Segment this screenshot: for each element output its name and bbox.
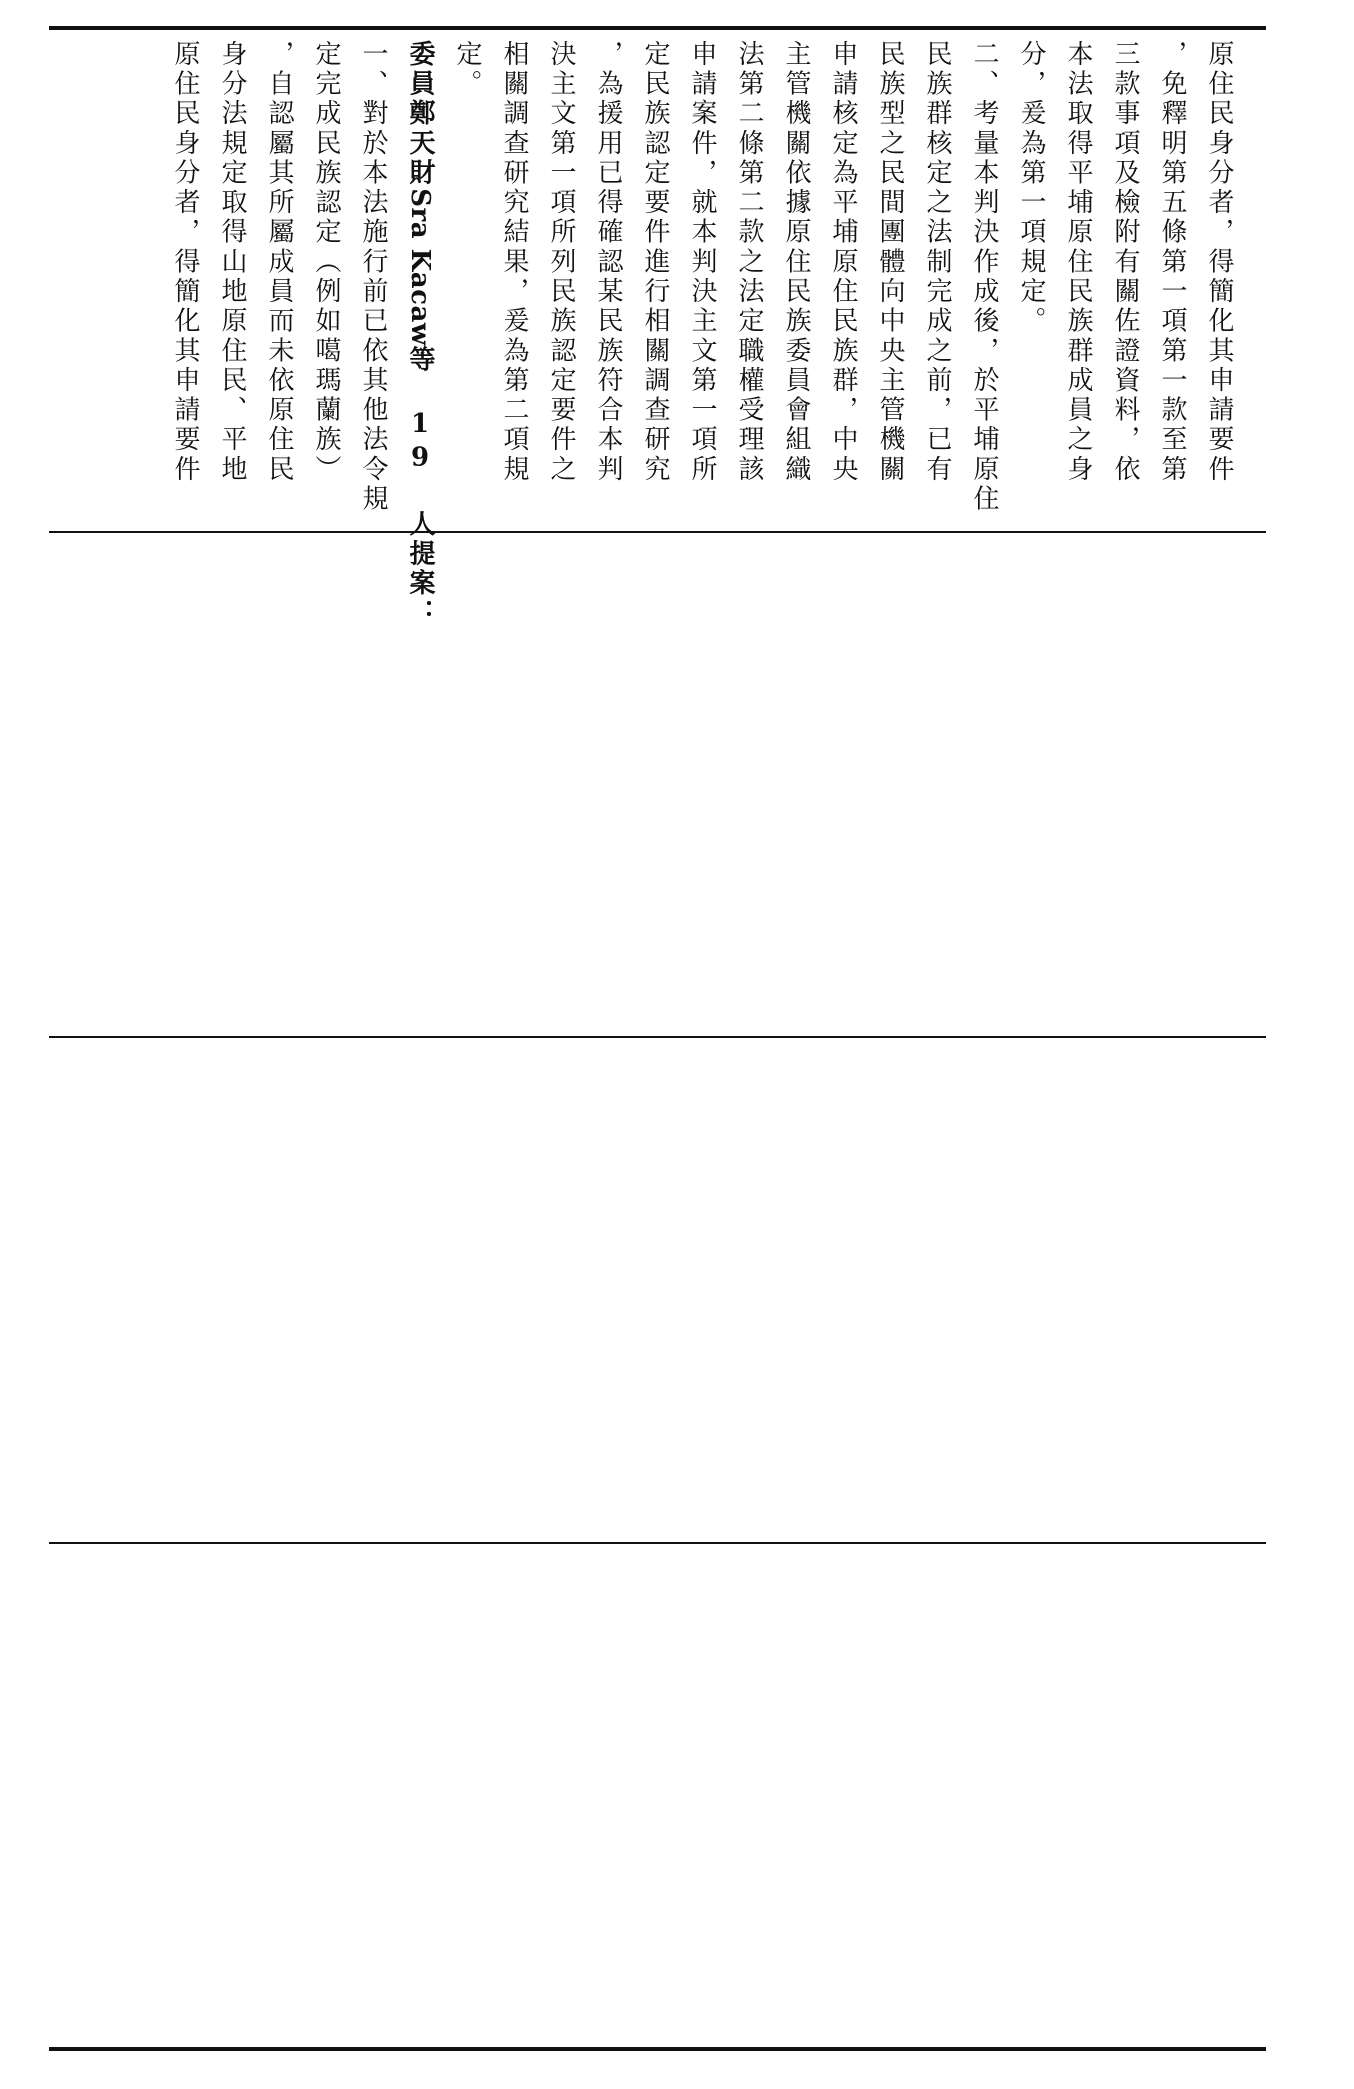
- row-divider-2: [49, 1036, 1266, 1038]
- text-column: ，自認屬其所屬成員而未依原住民: [264, 40, 294, 485]
- text-column: 原住民身分者，得簡化其申請要件: [1204, 40, 1234, 485]
- text-column: 民族型之民間團體向中央主管機關: [875, 40, 905, 485]
- text-column: 申請案件，就本判決主文第一項所: [687, 40, 717, 485]
- text-column: ，為援用已得確認某民族符合本判: [593, 40, 623, 485]
- text-column: ，免釋明第五條第一項第一款至第: [1157, 40, 1187, 485]
- proposal-heading-name: 委員鄭天財: [405, 40, 435, 189]
- text-column: 申請核定為平埔原住民族群，中央: [828, 40, 858, 485]
- text-column: 分，爰為第一項規定。: [1016, 40, 1046, 337]
- text-column: 身分法規定取得山地原住民、平地: [217, 40, 247, 485]
- proposal-heading-latin-name: Sra Kacaw: [405, 188, 435, 346]
- text-column: 法第二條第二款之法定職權受理該: [734, 40, 764, 485]
- text-column: 本法取得平埔原住民族群成員之身: [1063, 40, 1093, 485]
- text-column: 民族群核定之法制完成之前，已有: [922, 40, 952, 485]
- text-column: 定民族認定要件進行相關調查研究: [640, 40, 670, 485]
- proposal-heading-suffix: 等 19 人提案：: [405, 345, 435, 629]
- row-divider-1: [49, 531, 1266, 533]
- text-column: 原住民身分者，得簡化其申請要件: [170, 40, 200, 485]
- text-column: 定。: [452, 40, 482, 100]
- proposal-heading: [394, 40, 444, 629]
- top-rule: [49, 26, 1266, 30]
- row-divider-3: [49, 1542, 1266, 1544]
- text-column: 相關調查研究結果，爰為第二項規: [499, 40, 529, 485]
- text-column: 定完成民族認定（例如噶瑪蘭族）: [311, 40, 341, 485]
- text-column: 一、對於本法施行前已依其他法令規: [358, 40, 388, 515]
- text-column: 主管機關依據原住民族委員會組織: [781, 40, 811, 485]
- bottom-rule: [49, 2047, 1266, 2051]
- text-column: 二、考量本判決作成後，於平埔原住: [969, 40, 999, 515]
- text-column: 決主文第一項所列民族認定要件之: [546, 40, 576, 485]
- text-column: 三款事項及檢附有關佐證資料，依: [1110, 40, 1140, 485]
